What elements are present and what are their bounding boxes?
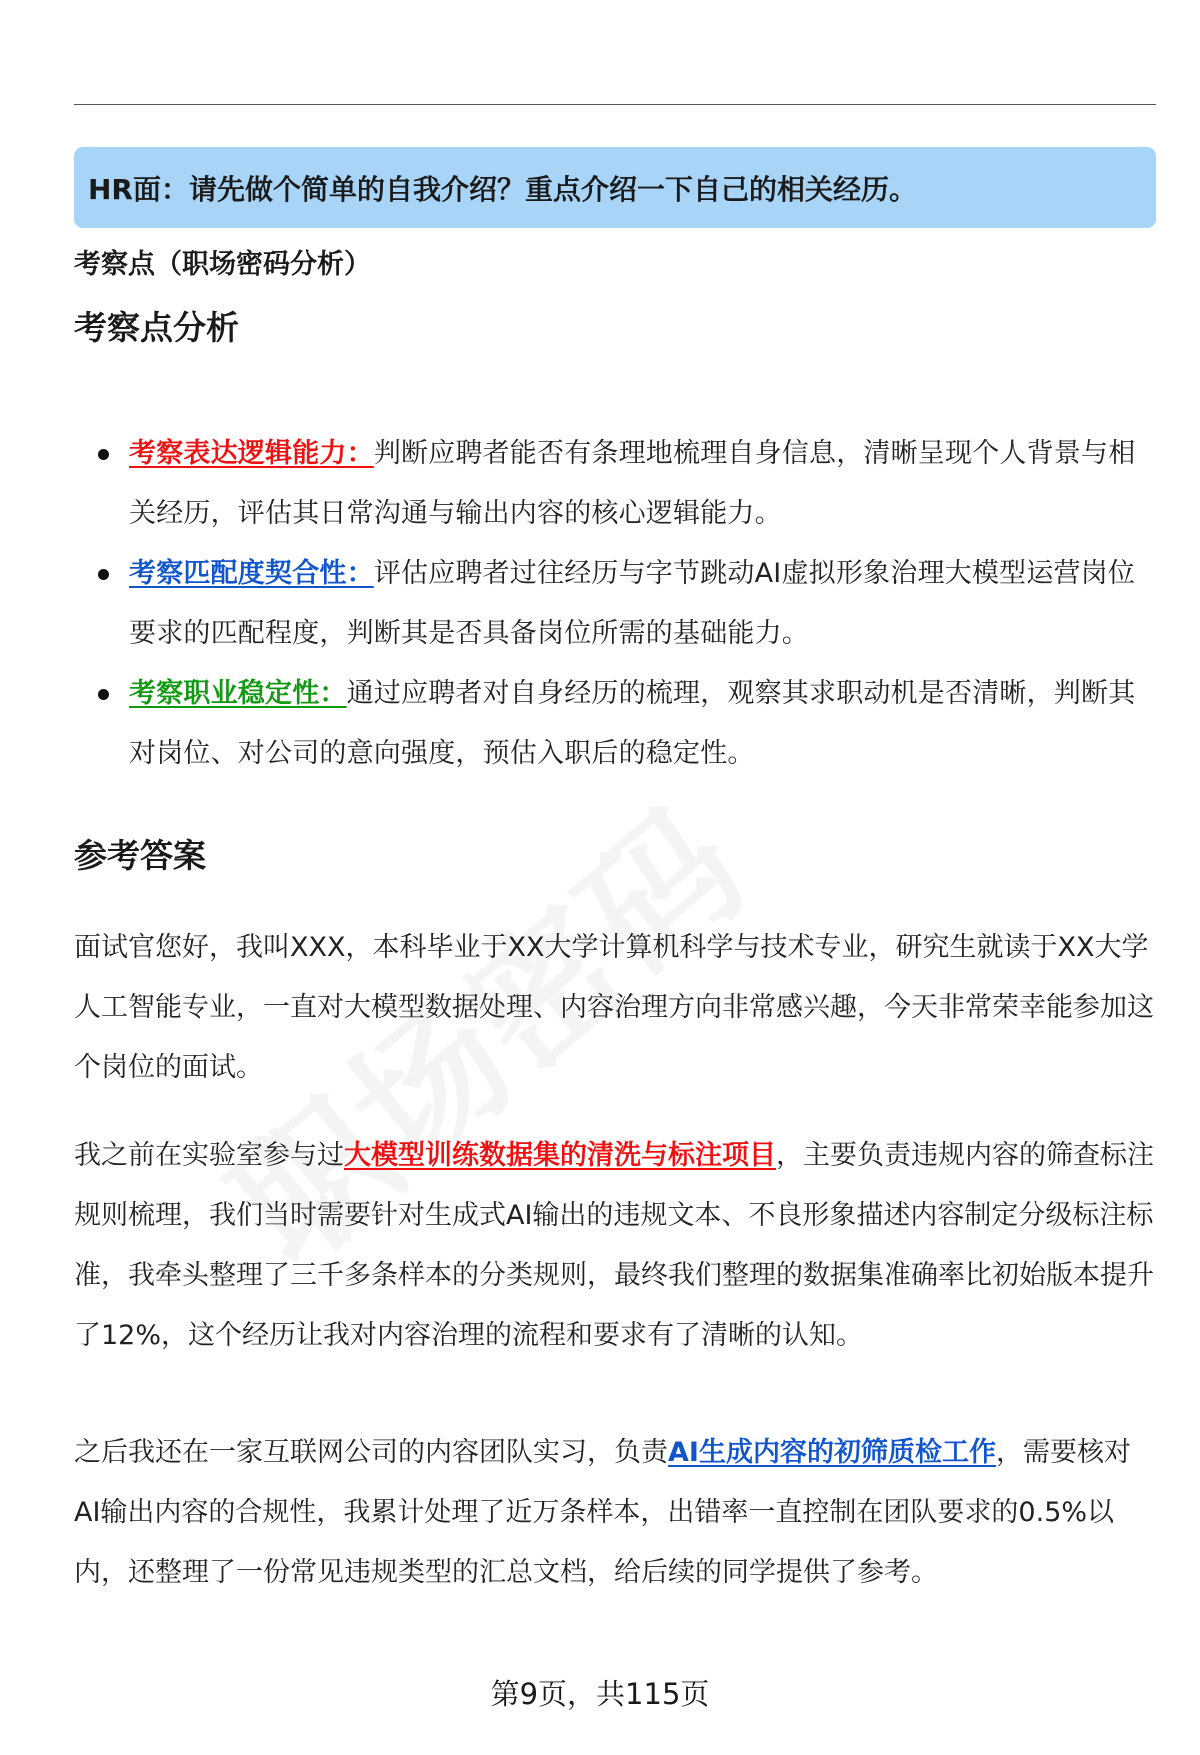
answer-text: ，需要核对AI输出内容的合规性，我累计处理了近万条样本，出错率一直控制在团队要求的0.5%以内，还整理了一份常见违规类型的汇总文档，给后续的同学提供了参考。	[74, 1437, 1131, 1588]
section-subheading: 考察点（职场密码分析）	[74, 249, 371, 280]
analysis-keyword: 考察匹配度契合性：	[129, 558, 374, 589]
analysis-text: 判断应聘者能否有条理地梳理自身信息，清晰呈现个人背景与相关经历，评估其日常沟通与输出内容的核心逻辑能力。	[129, 438, 1136, 529]
highlight-internship-work: AI生成内容的初筛质检工作	[668, 1437, 996, 1468]
analysis-item	[74, 664, 1156, 784]
analysis-keyword: 考察表达逻辑能力：	[129, 438, 374, 469]
answer-text: 之后我还在一家互联网公司的内容团队实习，负责	[74, 1437, 668, 1468]
question-box	[74, 147, 1156, 228]
answer-paragraph-lab	[74, 1126, 1156, 1366]
question-text: HR面：请先做个简单的自我介绍？重点介绍一下自己的相关经历。	[88, 172, 917, 206]
analysis-text: 评估应聘者过往经历与字节跳动AI虚拟形象治理大模型运营岗位要求的匹配程度，判断其是否具备岗位所需的基础能力。	[129, 558, 1136, 649]
bullet-icon	[98, 569, 109, 580]
answer-paragraph-intro: 面试官您好，我叫XXX，本科毕业于XX大学计算机科学与技术专业，研究生就读于XX大学人工智能专业，一直对大模型数据处理、内容治理方向非常感兴趣，今天非常荣幸能参加这个岗位的面试。	[74, 932, 1154, 1083]
analysis-item	[74, 424, 1156, 544]
top-divider	[74, 104, 1156, 105]
answer-text: ，主要负责违规内容的筛查标注规则梳理，我们当时需要针对生成式AI输出的违规文本、不良形象描述内容制定分级标注标准，我牵头整理了三千多条样本的分类规则，最终我们整理的数据集准确率比初始版本提升了12%，这个经历让我对内容治理的流程和要求有了清晰的认知。	[74, 1140, 1154, 1351]
highlight-lab-project: 大模型训练数据集的清洗与标注项目	[344, 1140, 776, 1171]
analysis-keyword: 考察职业稳定性：	[129, 678, 347, 709]
page-footer: 第9页，共115页	[490, 1677, 710, 1711]
analysis-list	[74, 424, 1156, 784]
bullet-icon	[98, 449, 109, 460]
analysis-item	[74, 544, 1156, 664]
bullet-icon	[98, 689, 109, 700]
analysis-text: 通过应聘者对自身经历的梳理，观察其求职动机是否清晰，判断其对岗位、对公司的意向强度，预估入职后的稳定性。	[129, 678, 1136, 769]
answer-heading: 参考答案	[74, 836, 206, 875]
answer-paragraph-internship	[74, 1423, 1156, 1603]
analysis-heading: 考察点分析	[74, 308, 239, 347]
answer-text: 我之前在实验室参与过	[74, 1140, 344, 1171]
